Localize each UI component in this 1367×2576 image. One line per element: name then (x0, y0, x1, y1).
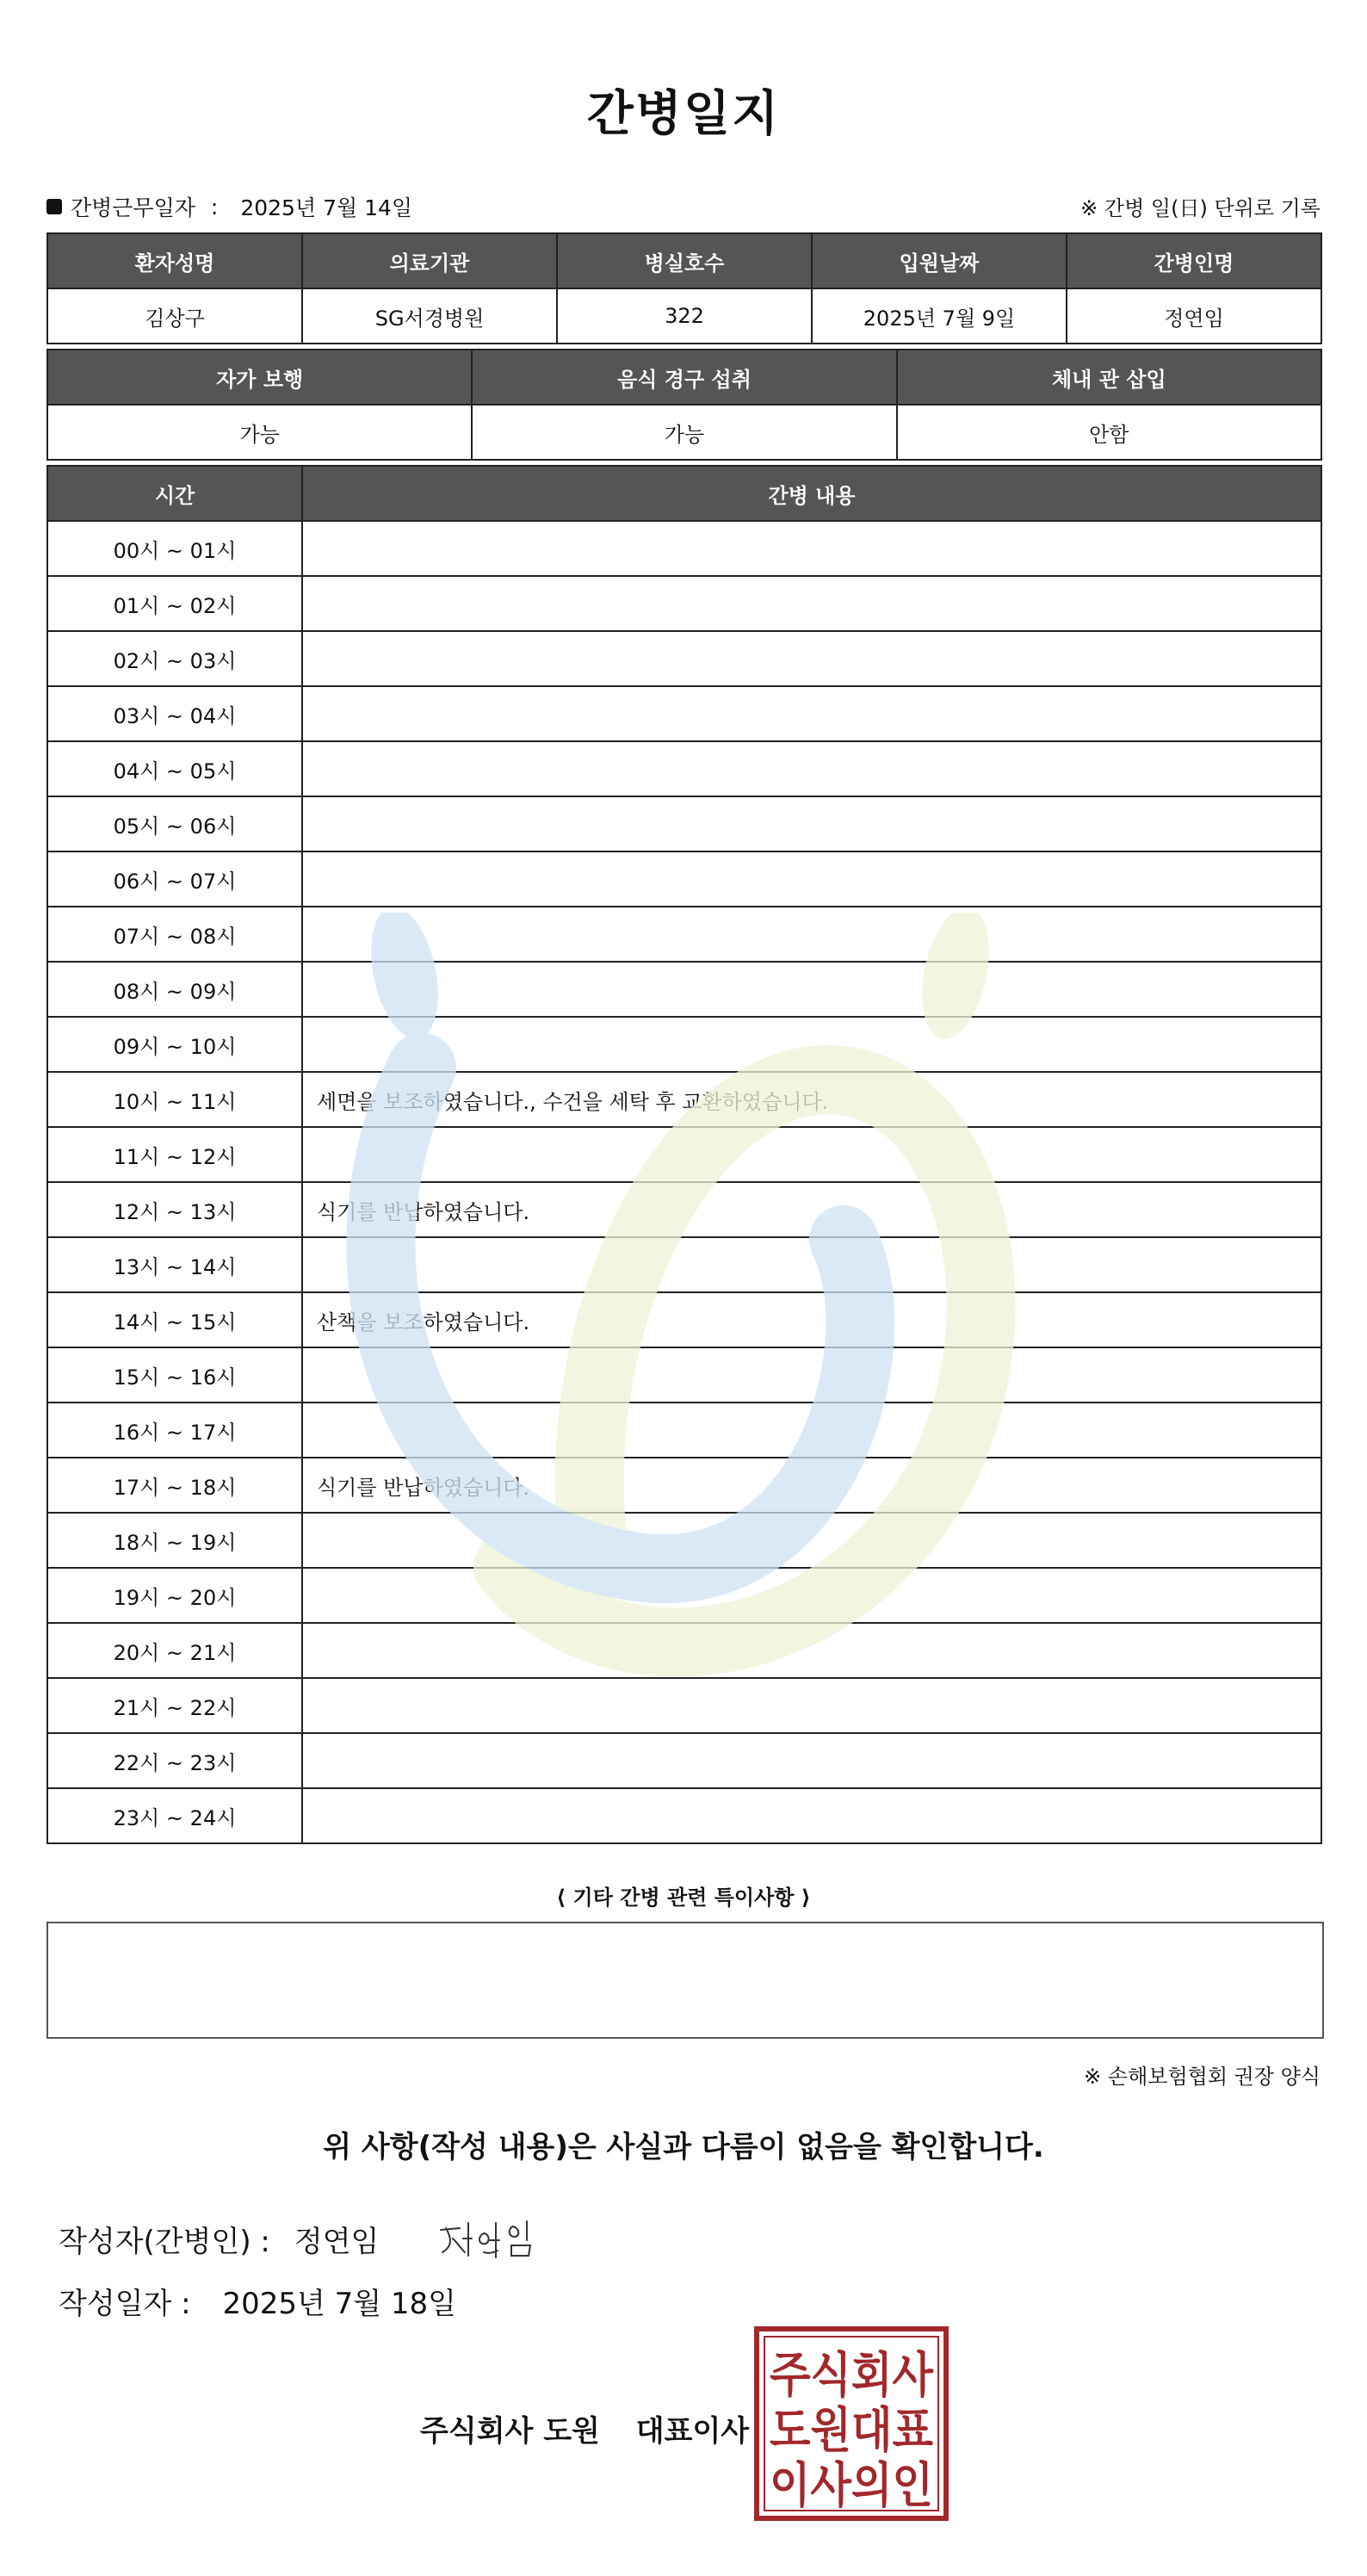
table-row (47, 796, 1321, 851)
row-care-content (302, 741, 1321, 796)
oral-intake-status: 가능 (472, 405, 896, 460)
row-time: 05시 ~ 06시 (47, 796, 302, 851)
header-oral-intake: 음식 경구 섭취 (472, 350, 896, 405)
admission-date: 2025년 7월 9일 (812, 288, 1067, 344)
write-date-line (59, 2280, 456, 2322)
tube-insertion-status: 안함 (897, 405, 1321, 460)
row-care-content (302, 1568, 1321, 1623)
work-date-colon: : (210, 194, 219, 220)
hospital-name: SG서경병원 (302, 288, 557, 344)
table-row (47, 576, 1321, 631)
row-care-content (302, 1017, 1321, 1072)
row-time: 16시 ~ 17시 (47, 1403, 302, 1458)
row-care-content (302, 962, 1321, 1017)
patient-name: 김상구 (47, 288, 302, 344)
row-time: 00시 ~ 01시 (47, 521, 302, 576)
handwritten-signature (434, 2214, 546, 2263)
row-time: 06시 ~ 07시 (47, 851, 302, 907)
row-care-content: 식기를 반납하였습니다. (302, 1182, 1321, 1237)
table-row (47, 1017, 1321, 1072)
patient-info-table (46, 232, 1322, 344)
row-time: 03시 ~ 04시 (47, 686, 302, 741)
table-row (47, 1127, 1321, 1182)
work-date (46, 191, 412, 222)
row-care-content (302, 907, 1321, 962)
row-care-content: 세면을 보조하였습니다., 수건을 세탁 후 교환하였습니다. (302, 1072, 1321, 1127)
row-time: 20시 ~ 21시 (47, 1623, 302, 1678)
row-time: 18시 ~ 19시 (47, 1513, 302, 1568)
table-row (47, 1292, 1321, 1347)
writer-name: 정연임 (294, 2224, 380, 2259)
square-bullet-icon (46, 199, 62, 214)
header-tube-insertion: 체내 관 삽입 (897, 350, 1321, 405)
table-row (47, 962, 1321, 1017)
walking-status: 가능 (47, 405, 472, 460)
row-time: 15시 ~ 16시 (47, 1347, 302, 1403)
table-row (47, 851, 1321, 907)
table-row (47, 631, 1321, 686)
seal-line-1: 주식회사 (770, 2348, 934, 2404)
header-admission-date: 입원날짜 (812, 233, 1067, 288)
header-care-content: 간병 내용 (302, 466, 1321, 521)
work-date-value: 2025년 7월 14일 (240, 195, 413, 220)
row-care-content (302, 521, 1321, 576)
header-time: 시간 (47, 466, 302, 521)
table-row (47, 1237, 1321, 1292)
row-time: 19시 ~ 20시 (47, 1568, 302, 1623)
row-care-content: 산책을 보조하였습니다. (302, 1292, 1321, 1347)
row-time: 10시 ~ 11시 (47, 1072, 302, 1127)
writer-line (59, 2214, 546, 2263)
row-care-content (302, 796, 1321, 851)
table-row (47, 1788, 1321, 1843)
row-care-content (302, 1127, 1321, 1182)
table-row (47, 1403, 1321, 1458)
row-time: 01시 ~ 02시 (47, 576, 302, 631)
row-time: 23시 ~ 24시 (47, 1788, 302, 1843)
table-row (47, 1458, 1321, 1513)
work-date-label: 간병근무일자 (71, 195, 195, 220)
table-row (47, 1623, 1321, 1678)
row-care-content (302, 1623, 1321, 1678)
table-row (47, 1513, 1321, 1568)
table-row (47, 907, 1321, 962)
header-hospital: 의료기관 (302, 233, 557, 288)
row-care-content (302, 631, 1321, 686)
row-care-content (302, 576, 1321, 631)
row-time: 22시 ~ 23시 (47, 1733, 302, 1788)
header-room: 병실호수 (557, 233, 812, 288)
row-care-content: 식기를 반납하였습니다. (302, 1458, 1321, 1513)
table-row (47, 1182, 1321, 1237)
row-time: 04시 ~ 05시 (47, 741, 302, 796)
row-time: 17시 ~ 18시 (47, 1458, 302, 1513)
record-unit-note: ※ 간병 일(日) 단위로 기록 (1080, 196, 1321, 220)
patient-status-table (46, 349, 1322, 461)
row-care-content (302, 1733, 1321, 1788)
table-row (47, 1568, 1321, 1623)
write-date-label: 작성일자 : (59, 2287, 191, 2321)
care-log-table (46, 465, 1322, 1844)
row-time: 14시 ~ 15시 (47, 1292, 302, 1347)
row-care-content (302, 1347, 1321, 1403)
table-row (47, 1733, 1321, 1788)
row-care-content (302, 851, 1321, 907)
document-title: 간병일지 (586, 86, 781, 142)
row-care-content (302, 1237, 1321, 1292)
row-time: 08시 ~ 09시 (47, 962, 302, 1017)
row-care-content (302, 1788, 1321, 1843)
seal-line-3: 이사의인 (770, 2458, 933, 2514)
row-care-content (302, 1403, 1321, 1458)
table-row (47, 521, 1321, 576)
header-caregiver: 간병인명 (1067, 233, 1321, 288)
row-care-content (302, 686, 1321, 741)
table-row (47, 1347, 1321, 1403)
header-walking: 자가 보행 (47, 350, 472, 405)
company-line (420, 2407, 749, 2449)
other-notes-title: ⟨ 기타 간병 관련 특이사항 ⟩ (556, 1886, 811, 1910)
row-time: 09시 ~ 10시 (47, 1017, 302, 1072)
row-time: 07시 ~ 08시 (47, 907, 302, 962)
row-care-content (302, 1513, 1321, 1568)
caregiver-name: 정연임 (1067, 288, 1321, 344)
other-notes-box (46, 1922, 1324, 2039)
table-row (47, 686, 1321, 741)
company-name: 주식회사 도원 (420, 2414, 600, 2449)
seal-line-2: 도원대표 (770, 2403, 933, 2459)
room-number: 322 (557, 288, 812, 344)
company-role: 대표이사 (635, 2414, 750, 2449)
row-time: 13시 ~ 14시 (47, 1237, 302, 1292)
form-source-note: ※ 손해보험협회 권장 양식 (1084, 2065, 1321, 2089)
row-time: 21시 ~ 22시 (47, 1678, 302, 1733)
row-time: 02시 ~ 03시 (47, 631, 302, 686)
table-row (47, 741, 1321, 796)
row-time: 12시 ~ 13시 (47, 1182, 302, 1237)
table-row (47, 1072, 1321, 1127)
company-seal-stamp (754, 2326, 949, 2521)
table-row (47, 1678, 1321, 1733)
write-date-value: 2025년 7월 18일 (222, 2287, 457, 2321)
row-care-content (302, 1678, 1321, 1733)
writer-label: 작성자(간병인) : (59, 2224, 270, 2259)
row-time: 11시 ~ 12시 (47, 1127, 302, 1182)
header-patient-name: 환자성명 (47, 233, 302, 288)
confirmation-statement: 위 사항(작성 내용)은 사실과 다름이 없음을 확인합니다. (323, 2130, 1044, 2164)
